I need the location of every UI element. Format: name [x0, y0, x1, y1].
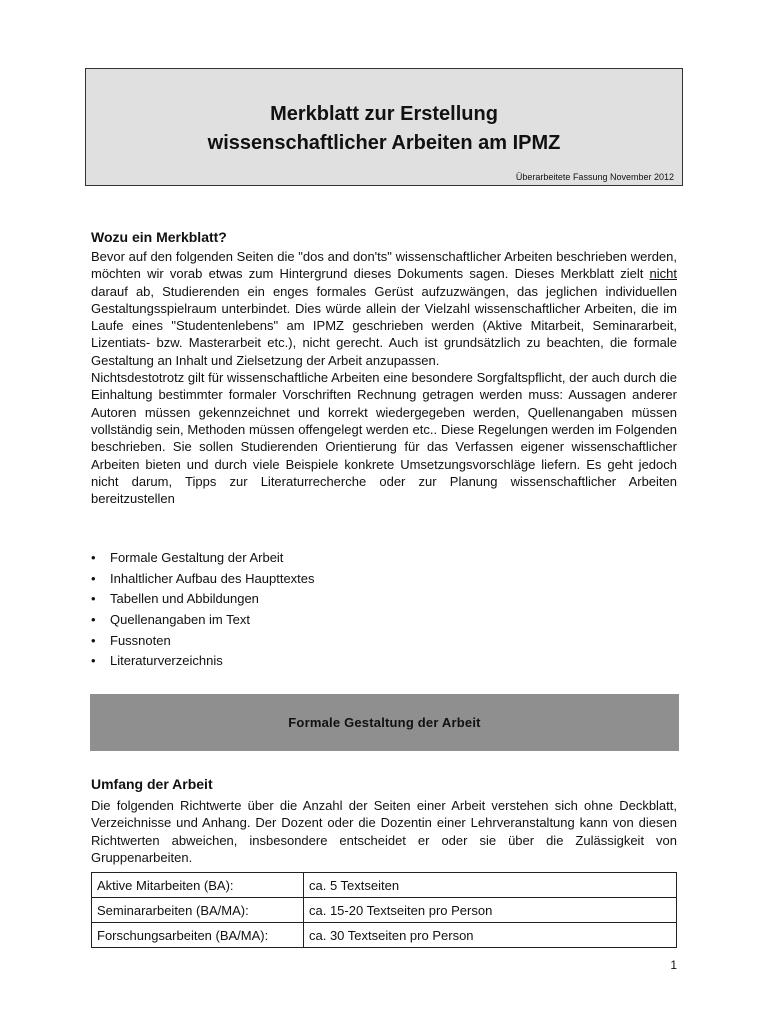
list-item-label: Fussnoten: [110, 632, 171, 648]
page-number: 1: [670, 958, 677, 972]
intro-paragraph-2: Nichtsdestotrotz gilt für wissenschaftliche Arbeiten eine besondere Sorgfaltspflicht, der auch durch die Einhaltung bestimmter formaler Vorschriften Rechnung getragen werden muss: Aussagen anderer Autoren müssen gekennzeichnet und korrekt wiedergegeben werden, Quellenangaben müssen vollständig sein, Methoden müssen offengelegt werden etc.. Diese Regelungen werden im Folgenden beschrieben. Sie sollen Studierenden Orientierung für das Verfassen eigener wissenschaftlicher Arbeiten bieten und durch viele Beispiele konkrete Umsetzungsvorschläge liefern. Es geht jedoch nicht darum, Tipps zur Literaturrecherche oder zur Planung wissenschaftlicher Arbeiten bereitzustellen: [91, 370, 677, 507]
list-item-label: Literaturverzeichnis: [110, 653, 223, 669]
table-row: [92, 873, 677, 898]
section-header-band: [90, 694, 679, 751]
intro-paragraph-1: [91, 248, 677, 369]
table-cell-pages: ca. 30 Textseiten pro Person: [304, 923, 677, 948]
table-cell-pages: ca. 15-20 Textseiten pro Person: [304, 898, 677, 923]
list-item: [91, 589, 315, 610]
bullet-icon: •: [91, 591, 96, 607]
table-cell-type: Seminararbeiten (BA/MA):: [92, 898, 304, 923]
bullet-icon: •: [91, 612, 96, 628]
list-item: [91, 651, 315, 672]
list-item-label: Formale Gestaltung der Arbeit: [110, 550, 284, 565]
list-item: [91, 548, 315, 569]
list-item: [91, 569, 315, 590]
bullet-icon: •: [91, 632, 96, 648]
intro-paragraph-1-part-b: darauf ab, Studierenden ein enges formales Gerüst aufzuzwängen, das jeglichen individuellen Gestaltungsspielraum unterbindet. Dies würde allein der Vielzahl wissenschaftlicher Arbeiten, die im Laufe eines "Studentenlebens" am IPMZ geschrieben werden (Aktive Mitarbeit, Seminararbeit, Lizentiats- bzw. Masterarbeit etc.), nicht gerecht. Auch ist grundsätzlich zu beachten, die formale Gestaltung an Inhalt und Zielsetzung der Arbeit anzupassen.: [91, 283, 677, 368]
title-box: [85, 68, 683, 186]
list-item-label: Tabellen und Abbildungen: [110, 591, 259, 607]
table-cell-type: Aktive Mitarbeiten (BA):: [92, 873, 304, 898]
list-item: [91, 610, 315, 631]
umfang-heading: Umfang der Arbeit: [91, 776, 213, 792]
intro-paragraph-1-underlined-word: nicht: [649, 266, 677, 282]
document-title-line-1: Merkblatt zur Erstellung: [270, 103, 498, 125]
document-title-line-2: wissenschaftlicher Arbeiten am IPMZ: [207, 132, 561, 154]
list-item-label: Inhaltlicher Aufbau des Haupttextes: [110, 570, 315, 586]
bullet-icon: •: [91, 570, 96, 586]
revision-note: Überarbeitete Fassung November 2012: [515, 172, 674, 182]
table-row: [92, 898, 677, 923]
bullet-icon: •: [91, 550, 96, 565]
intro-heading: Wozu ein Merkblatt?: [91, 229, 227, 245]
bullet-icon: •: [91, 653, 96, 669]
intro-body: [91, 248, 677, 507]
contents-list: [91, 548, 315, 672]
intro-paragraph-1-part-a: Bevor auf den folgenden Seiten die "dos and don'ts" wissenschaftlicher Arbeiten beschrieben werden, möchten wir vorab etwas zum Hintergrund dieses Dokuments sagen. Dieses Merkblatt zielt: [91, 249, 677, 282]
section-title: Formale Gestaltung der Arbeit: [288, 715, 481, 730]
table-row: [92, 923, 677, 948]
table-cell-type: Forschungsarbeiten (BA/MA):: [92, 923, 304, 948]
page-count-table: [91, 872, 677, 948]
umfang-paragraph: Die folgenden Richtwerte über die Anzahl der Seiten einer Arbeit verstehen sich ohne Deckblatt, Verzeichnisse und Anhang. Der Dozent oder die Dozentin einer Lehrveranstaltung kann von diesen Richtwerten abweichen, insbesondere entscheidet er oder sie über die Zulässigkeit von Gruppenarbeiten.: [91, 798, 677, 865]
list-item-label: Quellenangaben im Text: [110, 612, 250, 628]
table-cell-pages: ca. 5 Textseiten: [304, 873, 677, 898]
list-item: [91, 631, 315, 652]
